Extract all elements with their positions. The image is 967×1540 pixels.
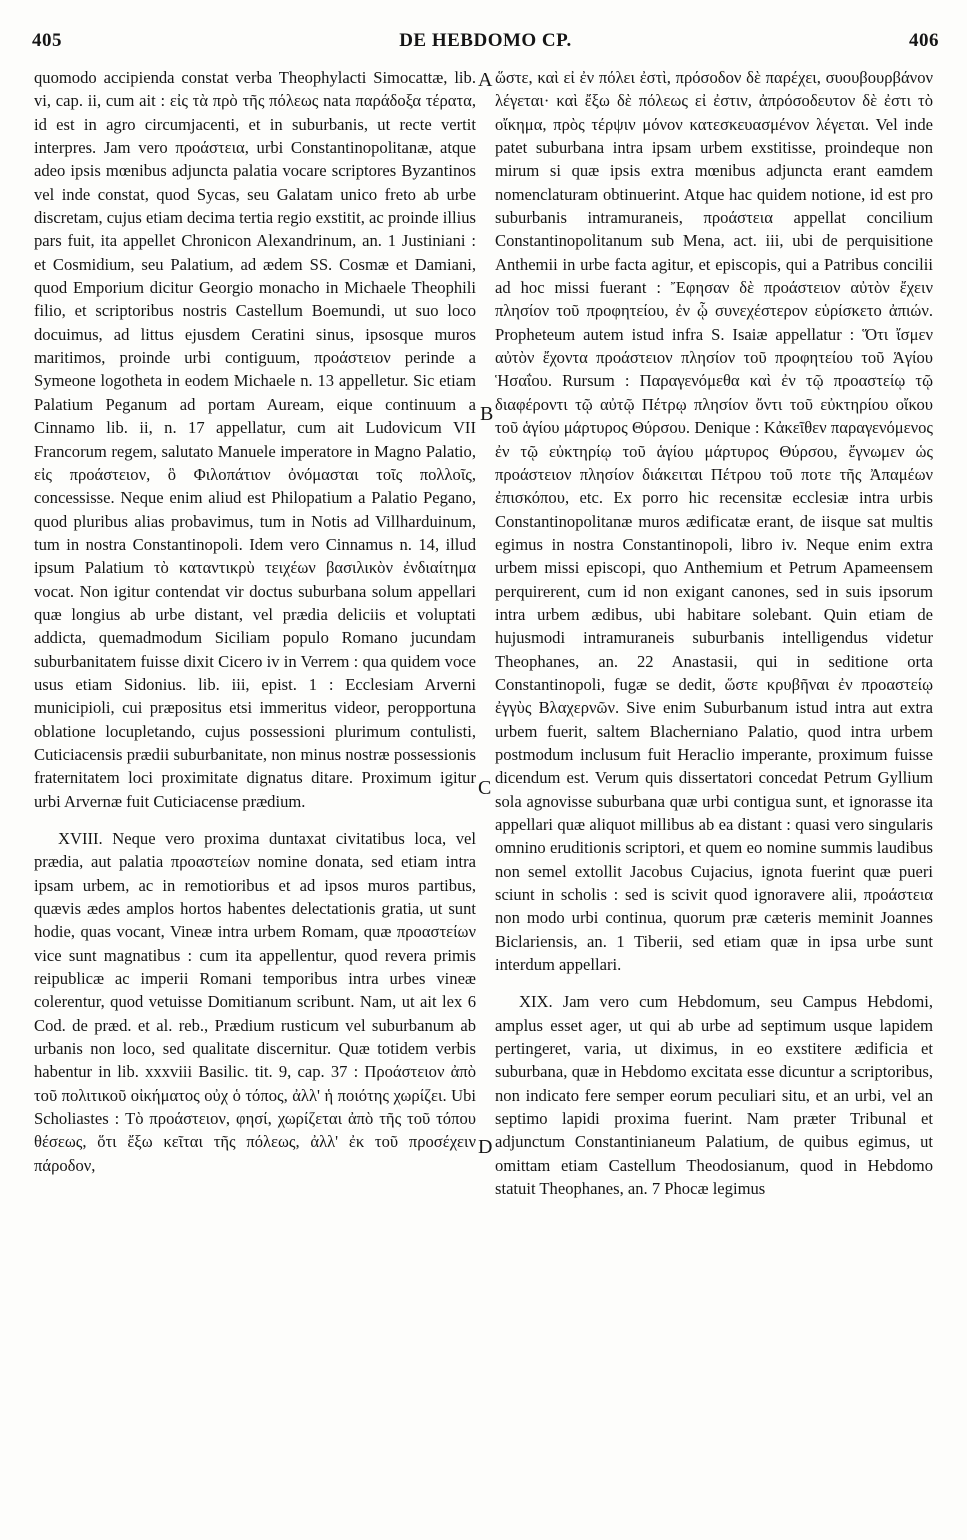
right-column [495,66,933,1201]
left-paragraph-1: quomodo accipienda constat verba Theophylacti Simocattæ, lib. vi, cap. ii, cum ait : εἰς τὰ πρὸ τῆς πόλεως nata παράδοξα τέρατα, id est in agro circumjacenti, et in suburbanis, ut recte vertit interpres. Jam vero προάστεια, urbi Constantinopolitanæ, atque adeo ipsis mœnibus adjuncta palatia vocare scriptores Byzantinos vel inde constat, quod Sycas, seu Galatam unico freto ab urbe discretam, cujus etiam decima tertia regio exstitit, ac proinde illius pars fuit, ita appellet Chronicon Alexandrinum, an. 1 Justiniani : et Cosmidium, seu Palatium, ad ædem SS. Cosmæ et Damiani, quod Emporium dicitur Georgio monacho in Michaele Theophili filio, et scriptoribus nostris Castellum Boemundi, ut suo loco docuimus, ad littus ejusdem Ceratini sinus, ipsosque muros maritimos, proinde urbi contiguum, προάστειον perinde a Symeone logotheta in eodem Michaele n. 13 appelletur. Sic etiam Palatium Peganum ad portam Auream, eique continuum a Cinnamo lib. ii, n. 17 appellatur, cum ait Ludovicum VII Francorum regem, salutato Manuele imperatore in Magno Palatio, εἰς προάστειον, ὃ Φιλοπάτιον ὀνόμασται τοῖς πολλοῖς, concessisse. Neque enim aliud est Philopatium a Palatio Pegano, quod pluribus alias probavimus, tum in Notis ad Villharduinum, tum in nostra Constantinopoli. Idem vero Cinnamus n. 14, illud ipsum Palatium τὸ καταντικρὺ τειχέων βασιλικὸν ἐνδιαίτημα vocat. Non igitur contendat vir doctus suburbana solum appellari quæ longius ab urbe distant, vel prædia deliciis et voluptati addicta, quemadmodum Siciliam populo Romano jucundam suburbanitatem fuisse dixit Cicero iv in Verrem : qua quidem voce usus etiam Sidonius. lib. iii, epist. 1 : Ecclesiam Arverni municipioli, cui præpositus etsi immeritus videor, peropportuna oblatione locupletando, cujus possessioni plurimum contulisti, Cuticiacensis prædii suburbanitate, non minus nostræ possessionis fraternitatem loci proximitate dignatus ditare. Proximum igitur urbi Arvernæ fuit Cuticiacense prædium. [34,68,476,811]
section-marker-c: C [478,777,492,799]
running-header [32,30,939,56]
section-marker-b: B [480,403,494,425]
running-title: DE HEBDOMO CP. [399,30,572,51]
section-marker-a: A [478,69,493,91]
left-column [34,66,476,1177]
left-paragraph-2: XVIII. Neque vero proxima duntaxat civitatibus loca, vel prædia, aut palatia προαστείων nomine donata, sed etiam intra ipsam urbem, ac in remotioribus et ad ipsos muros partibus, quævis ædes amplos hortos habentes delectationis gratia, ut sunt hodie, quas vocant, Vineæ intra urbem Romam, quæ προαστείων vice sunt magnatibus : cum ita appellentur, quod revera primis reipublicæ ac imperii Romani temporibus intra urbes vineæ colerentur, quod vetuisse Domitianum scribunt. Nam, ut ait lex 6 Cod. de præd. et al. reb., Prædium rusticum vel suburbanum ab urbanis non loco, sed qualitate discernitur. Quæ totidem verbis habentur in lib. xxxviii Basilic. tit. 9, cap. 37 : Προάστειον ἀπὸ τοῦ πολιτικοῦ οἰκήματος οὐχ ὁ τόπος, ἀλλ' ἡ ποιότης χωρίζει. Ubi Scholiastes : Τὸ προάστειον, φησί, χωρίζεται ἀπὸ τῆς τοῦ τόπου θέσεως, ὅτι ἔξω κεῖται τῆς πόλεως, ἀλλ' ἐκ τοῦ προσέχειν πάροδον, [34,829,476,1175]
page-number-left: 405 [32,30,62,51]
page-number-right: 406 [909,30,939,51]
section-marker-d: D [478,1136,493,1158]
right-paragraph-2: XIX. Jam vero cum Hebdomum, seu Campus Hebdomi, amplus esset ager, ut qui ab urbe ad septimum usque lapidem pertingeret, varia, ut diximus, in eo exstitere ædificia et suburbana, quæ in Hebdomo excitata esse dicuntur a scriptoribus, non indicato fere semper eorum peculiari situ, et an urbi, vel an septimo lapidi proxima fuerint. Nam præter Tribunal et adjunctum Constantinianeum Palatium, de quibus egimus, ut omittam etiam Castellum Theodosianum, quod in Hebdomo statuit Theophanes, an. 7 Phocæ legimus [495,992,933,1199]
right-paragraph-1: ὥστε, καὶ εἰ ἐν πόλει ἐστὶ, πρόσοδον δὲ παρέχει, συουβουρβάνον λέγεται· καὶ ἔξω δὲ πόλεως εἰ ἐστιν, ἀπρόσοδευτον δὲ ἐστι τὸ οἴκημα, πρὸς τέρψιν μόνον κατεσκευασμένον λέγεται. Vel inde patet suburbana intra ipsam urbem exstitisse, proindeque non mirum si quæ ipsis extra mœnibus adjuncta erant eamdem nomenclaturam obtinuerint. Atque hac quidem notione, id est pro suburbanis intramuraneis, προάστεια appellat concilium Constantinopolitanum sub Mena, act. iii, ubi de perquisitione Anthemii in urbe facta agitur, et episcopis, qui a Patribus concilii ad hoc missi fuerant : Ἔφησαν δὲ προάστειον αὐτὸν ἔχειν πλησίον τοῦ προφητείου, ἐν ᾧ συνεχέστερον εὑρίσκετο ἀπιών. Propheteum autem istud infra S. Isaiæ appellatur : Ὅτι ἴσμεν αὐτὸν ἔχοντα προάστειον πλησίον τοῦ προφητείου τοῦ Ἁγίου Ἡσαΐου. Rursum : Παραγενόμεθα καὶ ἐν τῷ προαστείῳ τῷ διαφέροντι τῷ αὐτῷ Πέτρῳ πλησίον ὄντι τοῦ εὐκτηρίου οἴκου τοῦ ἁγίου μάρτυρος Θύρσου. Denique : Κἀκεῖθεν παραγενόμενος ἐν τῷ εὐκτηρίῳ τοῦ ἁγίου μάρτυρος Θύρσου, ἔγνωμεν ὡς προάστειον πλησίον διάκειται Πέτρου τοῦ ποτε τῆς Ἀπαμέων ἐπισκόπου, etc. Ex porro hic recensitæ ecclesiæ intra urbis Constantinopolitanæ muros ædificatæ erant, de iisque sat multis egimus in nostra Constantinopoli, libro iv. Neque enim extra urbem missi episcopi, quo Anthemium et Petrum Apameensem perquirerent, cum id non exigant canones, sed in suis ipsorum intra urbem ædibus, ubi habitare solebant. Quin etiam de hujusmodi intramuraneis suburbanis intelligendus videtur Theophanes, an. 22 Anastasii, qui in seditione orta Constantinopoli, fugæ se dedit, ὥστε κρυβῆναι ἐν προαστείῳ ἐγγὺς Βλαχερνῶν. Sive enim Suburbanum istud intra aut extra urbem fuerit, saltem Blacherniano Palatio, quod intra urbem postmodum inclusum fuit Heraclio imperante, proximum fuisse dicendum est. Verum quis dissertatori concedat Petrum Gyllium sola agnovisse suburbana quæ urbi contigua sunt, et ignorasse ita appellari quæ aliquot millibus ab ea distant : quasi vero singularis omnino eruditionis scriptori, et quem eo nomine summis laudibus non semel extollit Jacobus Cujacius, ignota fuerint quæ pueri sciunt in scholis : sed is scivit quod ignoravere alii, προάστεια non modo urbi continua, quorum præ cæteris meminit Joannes Biclariensis, an. 1 Tiberii, sed etiam quæ in ipsa urbe sunt interdum appellari. [495,68,933,975]
